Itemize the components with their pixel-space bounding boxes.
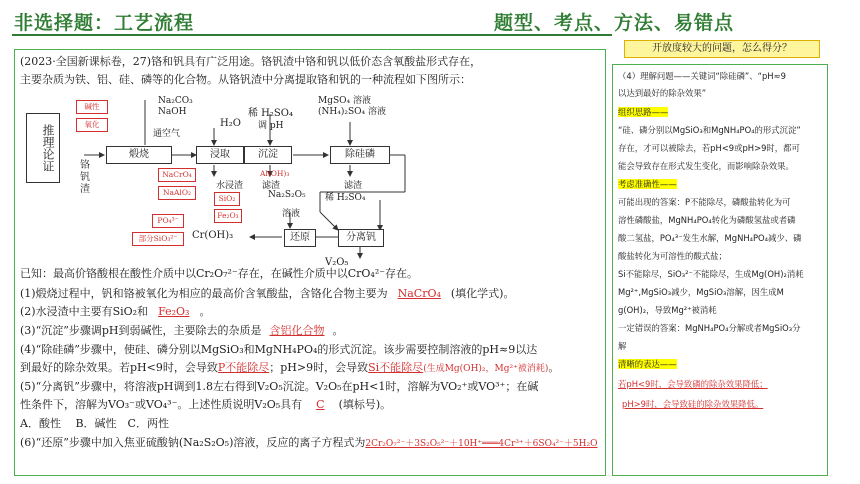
annot-oxidize: 氧化 (76, 118, 108, 132)
rp-line-2: 以达到最好的除杂效果” (618, 88, 707, 98)
step-leaching: 浸取 (196, 146, 244, 164)
q6-line (20, 434, 597, 453)
q5-line-1: (5)“分离钒”步骤中，将溶液pH调到1.8左右得到V₂O₅沉淀。V₂O₅在pH<1时，溶解为VO₂⁺或VO³⁺；在碱 (20, 380, 539, 393)
q3-line: (3)“沉淀”步骤调pH到弱碱性，主要除去的杂质是 含铝化合物 。 (20, 324, 344, 337)
annot-fe2o3: Fe₂O₃ (214, 209, 242, 223)
reagent-mgso4: MgSO₄ 溶液 (NH₄)₂SO₄ 溶液 (318, 96, 386, 117)
rp-line-5: 存在，才可以被除去，若pH<9或pH>9时，都可 (618, 143, 800, 153)
title-divider (12, 34, 612, 36)
known-line: 已知：最高价铬酸根在酸性介质中以Cr₂O₇²⁻存在，在碱性介质中以CrO₄²⁻存在。 (20, 267, 419, 280)
annot-part-sio3: 部分SiO₃²⁻ (132, 232, 184, 246)
rp-line-19: pH>9时，会导致硅的除杂效果降低。 (622, 399, 764, 409)
product-croh3: Cr(OH)₃ (192, 230, 234, 241)
q3-answer: 含铝化合物 (269, 324, 325, 337)
acid-label-1: 稀 H₂SO₄ (248, 108, 293, 119)
step-separate-v: 分离钒 (338, 229, 384, 247)
rp-line-4: “硅、磷分别以MgSiO₃和MgNH₄PO₄的形式沉淀” (618, 125, 801, 135)
annot-nacro4: NaCrO₄ (158, 168, 196, 182)
residue-water: 水浸渣 (216, 181, 244, 191)
q4-line-2: 到最好的除杂效果。若pH<9时，会导致P不能除尽；pH>9时，会导致Si不能除尽(生成Mg(OH)₂，Mg²⁺被消耗)。 (20, 361, 560, 374)
q2-line: (2)水浸渣中主要有SiO₂和 Fe₂O₃ 。 (20, 305, 211, 318)
side-label: 推理论证 (26, 113, 60, 183)
residue-filter-2: 滤渣 (344, 181, 363, 191)
step-reduction: 还原 (284, 229, 316, 247)
water-label: H₂O (220, 118, 241, 129)
q2-text: (2)水浸渣中主要有SiO₂和 (20, 305, 149, 318)
rp-heading-accuracy: 考虑准确性—— (618, 179, 677, 189)
step-precipitation: 沉淀 (244, 146, 292, 164)
rp-line-11: 酸盐转化为可溶性的酸式盐； (618, 251, 727, 261)
rp-line-6: 能会导致存在形式发生变化，而影响除杂效果。 (618, 161, 794, 171)
q1-text: (1)煅烧过程中，钒和铬被氧化为相应的最高价含氧酸盐，含铬化合物主要为 (20, 287, 388, 300)
rp-line-16: 解 (618, 341, 627, 351)
rp-line-12: Si不能除尽，SiO₃²⁻不能除尽，生成Mg(OH)₂消耗 (618, 269, 804, 279)
rp-line-1: （4）理解问题——关键词“除硅磷”、“pH≈9 (618, 71, 786, 81)
annot-alkali: 碱性 (76, 100, 108, 114)
annot-sio2: SiO₂ (214, 192, 240, 206)
feed-label: 铬钒渣 (80, 160, 90, 195)
air-label: 通空气 (153, 129, 181, 139)
q6-text: (6)“还原”步骤中加入焦亚硫酸钠(Na₂S₂O₅)溶液，反应的离子方程式为 (20, 436, 366, 449)
rp-line-18: 若pH<9时，会导致磷的除杂效果降低； (618, 379, 768, 389)
q1-answer: NaCrO₄ (397, 287, 441, 300)
note-banner: 开放度较大的问题，怎么得分？ (624, 40, 820, 58)
q5-tail: (填标号)。 (338, 398, 392, 411)
q2-answer: Fe₂O₃ (158, 305, 190, 318)
q5-answer: C (316, 398, 325, 411)
intro-line-2: 主要杂质为铁、铝、硅、磷等的化合物。从铬钒渣中分离提取铬和钒的一种流程如下图所示： (20, 73, 471, 86)
step-calcination: 煅烧 (106, 146, 172, 164)
rp-heading-expression: 清晰的表达—— (618, 359, 677, 369)
residue-filter-1: 滤渣 (262, 181, 281, 191)
q5-line-2 (20, 396, 391, 414)
q4-answer-2-note: (生成Mg(OH)₂，Mg²⁺被消耗) (423, 364, 549, 374)
q6-answer: 2Cr₂O₇²⁻＋3S₂O₅²⁻＋10H⁺═══4Cr³⁺＋6SO₄²⁻＋5H₂O (365, 439, 598, 449)
q3-text: (3)“沉淀”步骤调pH到弱碱性，主要除去的杂质是 (20, 324, 262, 337)
q4-text: 到最好的除杂效果。若pH<9时，会导致 (20, 361, 218, 374)
q4-answer-1: P不能除尽 (217, 361, 270, 374)
step-remove-si-p: 除硅磷 (330, 146, 390, 164)
rp-line-10: 酸二氢盐，PO₄³⁻发生水解，MgNH₄PO₄减少、磷 (618, 233, 802, 243)
v2o5-label: V₂O₅ (325, 257, 349, 268)
rp-line-8: 可能出现的答案：P不能除尽，磷酸盐转化为可 (618, 197, 791, 207)
q5-text: 性条件下，溶解为VO₃⁻或VO₄³⁻。上述性质说明V₂O₅具有 (20, 398, 303, 411)
q1-line (20, 285, 514, 303)
page-title: 非选择题：工艺流程 (14, 12, 195, 34)
q4-mid: ；pH>9时，会导致 (269, 361, 369, 374)
rp-heading-organize: 组织思路—— (618, 107, 669, 117)
q4-answer-2: Si不能除尽 (368, 361, 424, 374)
rp-line-14: g(OH)₂，导致Mg²⁺被消耗 (618, 305, 717, 315)
rp-line-15: 一定错误的答案：MgNH₄PO₄分解或者MgSiO₃分 (618, 323, 801, 333)
reagent-na2co3: Na₂CO₃ NaOH (158, 96, 193, 117)
annot-naalo2: NaAlO₂ (158, 186, 196, 200)
q1-tail: (填化学式)。 (450, 287, 515, 300)
q5-options: A．酸性 B．碱性 C．两性 (20, 417, 169, 430)
intro-line-1: (2023·全国新课标卷，27)铬和钒具有广泛用途。铬钒渣中铬和钒以低价态含氧酸盐形式存在， (20, 55, 482, 68)
acid-label-2: 稀 H₂SO₄ (325, 193, 366, 203)
annot-po4: PO₄³⁻ (152, 214, 184, 228)
rp-line-13: Mg²⁺,MgSiO₃减少，MgSiO₃溶解，因生成M (618, 287, 784, 297)
annot-aloh3: Al(OH)₃ (260, 169, 290, 178)
page-subtitle: 题型、考点、方法、易错点 (494, 12, 735, 34)
na2s2o5-label: Na₂S₂O₅ (268, 190, 306, 200)
rp-line-9: 溶性磷酸盐，MgNH₄PO₄转化为磷酸氢盐或者磷 (618, 215, 796, 225)
ph-label-1: 调 pH (258, 121, 284, 131)
solution-label: 溶液 (282, 209, 301, 219)
q4-line-1: (4)“除硅磷”步骤中，使硅、磷分别以MgSiO₃和MgNH₄PO₄的形式沉淀。该步需要控制溶液的pH≈9以达 (20, 343, 538, 356)
